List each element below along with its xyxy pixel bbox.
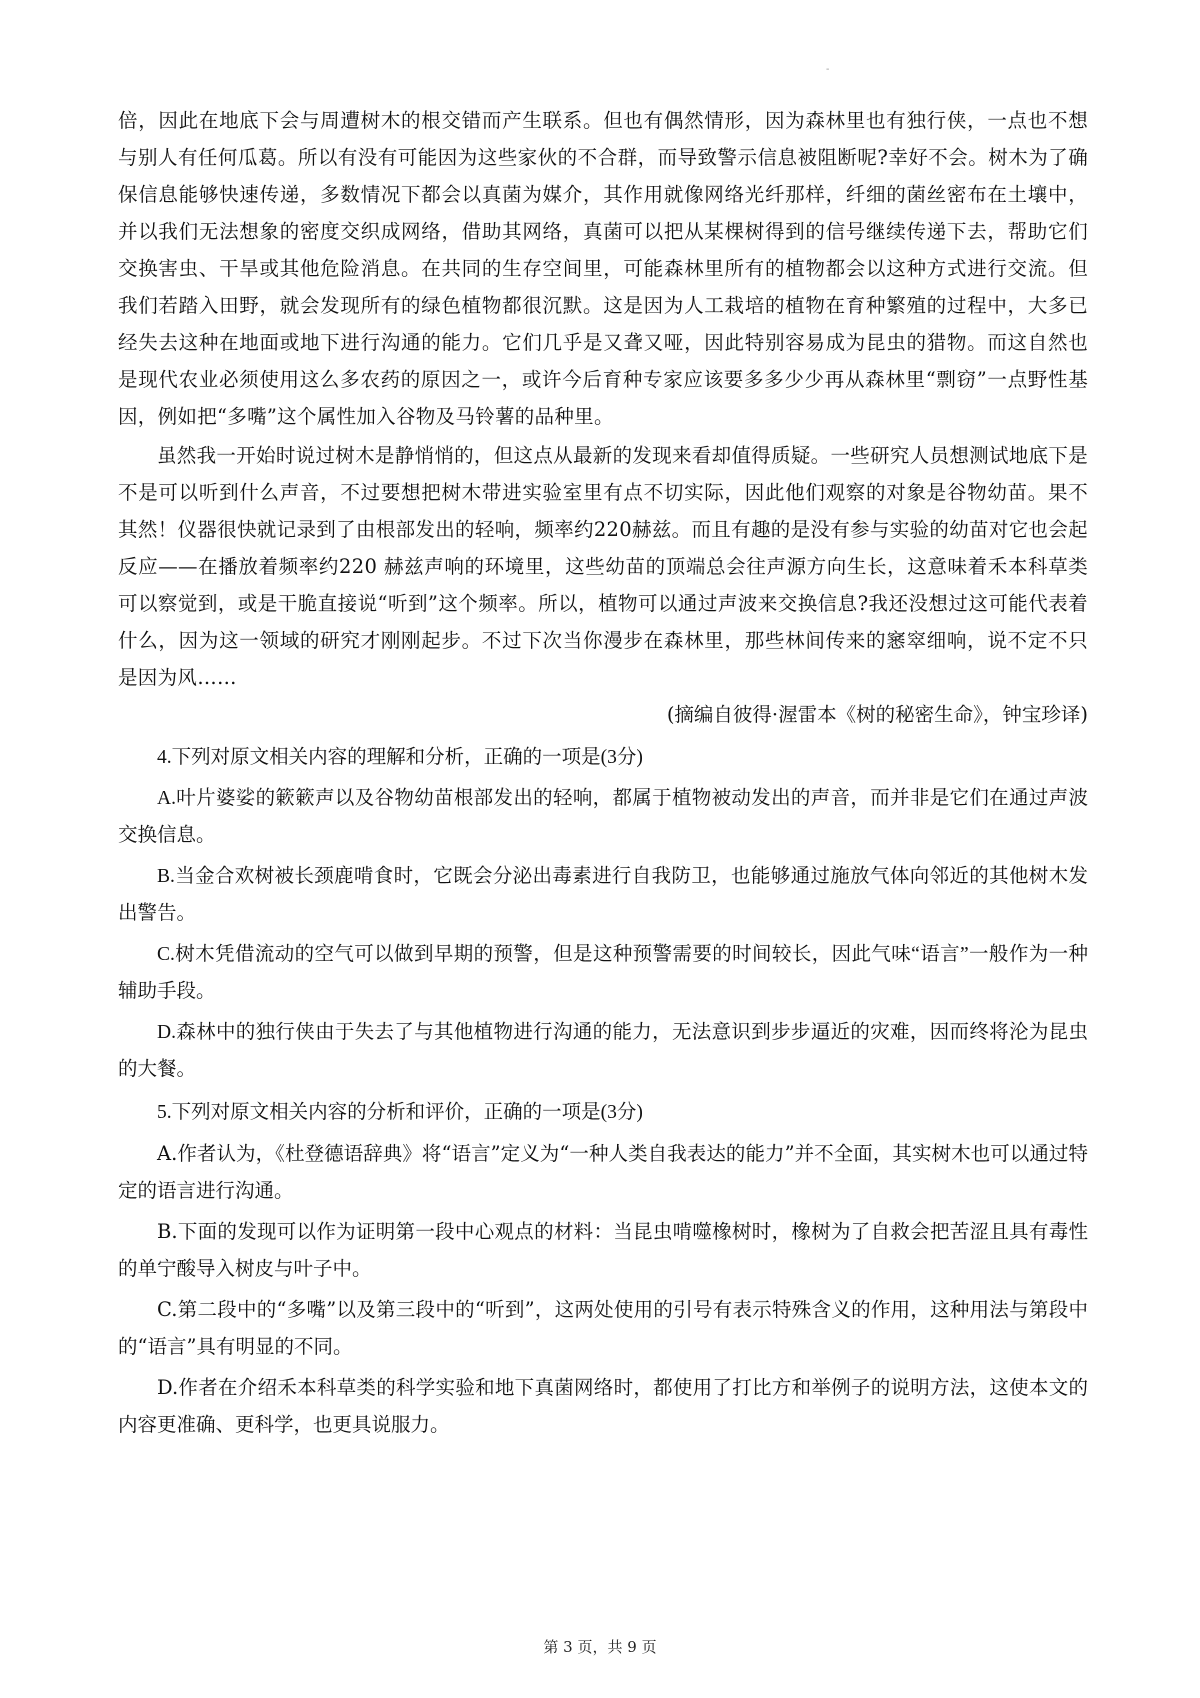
question-4-option-b: B.当金合欢树被长颈鹿啃食时，它既会分泌出毒素进行自我防卫，也能够通过施放气体向邻近的其他树木发出警告。: [118, 866, 1088, 924]
page-number: 第 3 页，共 9 页: [543, 1638, 657, 1656]
question-4-option-c: C.树木凭借流动的空气可以做到早期的预警，但是这种预警需要的时间较长，因此气味“语言”一般作为一种辅助手段。: [118, 944, 1088, 1002]
question-4-stem: 4.下列对原文相关内容的理解和分析，正确的一项是(3分): [157, 747, 643, 768]
question-4: [118, 739, 1088, 1088]
question-5-option-b: B.下面的发现可以作为证明第一段中心观点的材料：当昆虫啃噬橡树时，橡树为了自救会把苦涩且具有毒性的单宁酸导入树皮与叶子中。: [118, 1220, 1088, 1280]
question-4-option-d: D.森林中的独行侠由于失去了与其他植物进行沟通的能力，无法意识到步步逼近的灾难，因而终将沦为昆虫的大餐。: [118, 1022, 1088, 1080]
question-4-option-a: A.叶片婆娑的簌簌声以及谷物幼苗根部发出的轻响，都属于植物被动发出的声音，而并非是它们在通过声波交换信息。: [118, 788, 1088, 846]
question-5-option-c: C.第二段中的“多嘴”以及第三段中的“听到”，这两处使用的引号有表示特殊含义的作用，这种用法与第段中的“语言”具有明显的不同。: [118, 1298, 1088, 1358]
top-mark: -: [826, 64, 830, 75]
document-body: [118, 102, 1088, 1443]
article-paragraph-2: 虽然我一开始时说过树木是静悄悄的，但这点从最新的发现来看却值得质疑。一些研究人员想测试地底下是不是可以听到什么声音，不过要想把树木带进实验室里有点不切实际，因此他们观察的对象是谷物幼苗。果不其然！仪器很快就记录到了由根部发出的轻响，频率约220赫兹。而且有趣的是没有参与实验的幼苗对它也会起反应——在播放着频率约220 赫兹声响的环境里，这些幼苗的顶端总会往声源方向生长，这意味着禾本科草类可以察觉到，或是干脆直接说“听到”这个频率。所以，植物可以通过声波来交换信息?我还没想过这可能代表着什么，因为这一领域的研究才刚刚起步。不过下次当你漫步在森林里，那些林间传来的窸窣细响，说不定不只是因为风……: [118, 444, 1088, 689]
question-5-stem: 5.下列对原文相关内容的分析和评价，正确的一项是(3分): [157, 1102, 643, 1123]
question-5: [118, 1094, 1088, 1443]
article-paragraph-1: 倍，因此在地底下会与周遭树木的根交错而产生联系。但也有偶然情形，因为森林里也有独行侠，一点也不想与别人有任何瓜葛。所以有没有可能因为这些家伙的不合群，而导致警示信息被阻断呢?幸好不会。树木为了确保信息能够快速传递，多数情况下都会以真菌为媒介，其作用就像网络光纤那样，纤细的菌丝密布在土壤中，并以我们无法想象的密度交织成网络，借助其网络，真菌可以把从某棵树得到的信号继续传递下去，帮助它们交换害虫、干旱或其他危险消息。在共同的生存空间里，可能森林里所有的植物都会以这种方式进行交流。但我们若踏入田野，就会发现所有的绿色植物都很沉默。这是因为人工栽培的植物在育种繁殖的过程中，大多已经失去这种在地面或地下进行沟通的能力。它们几乎是又聋又哑，因此特别容易成为昆虫的猎物。而这自然也是现代农业必须使用这么多农药的原因之一，或许今后育种专家应该要多多少少再从森林里“剽窃”一点野性基因，例如把“多嘴”这个属性加入谷物及马铃薯的品种里。: [118, 109, 1088, 428]
article-source: (摘编自彼得·渥雷本《树的秘密生命》，钟宝珍译): [666, 703, 1088, 726]
question-5-option-a: A.作者认为，《杜登德语辞典》将“语言”定义为“一种人类自我表达的能力”并不全面，其实树木也可以通过特定的语言进行沟通。: [118, 1142, 1088, 1202]
question-5-option-d: D.作者在介绍禾本科草类的科学实验和地下真菌网络时，都使用了打比方和举例子的说明方法，这使本文的内容更准确、更科学，也更具说服力。: [118, 1376, 1088, 1436]
